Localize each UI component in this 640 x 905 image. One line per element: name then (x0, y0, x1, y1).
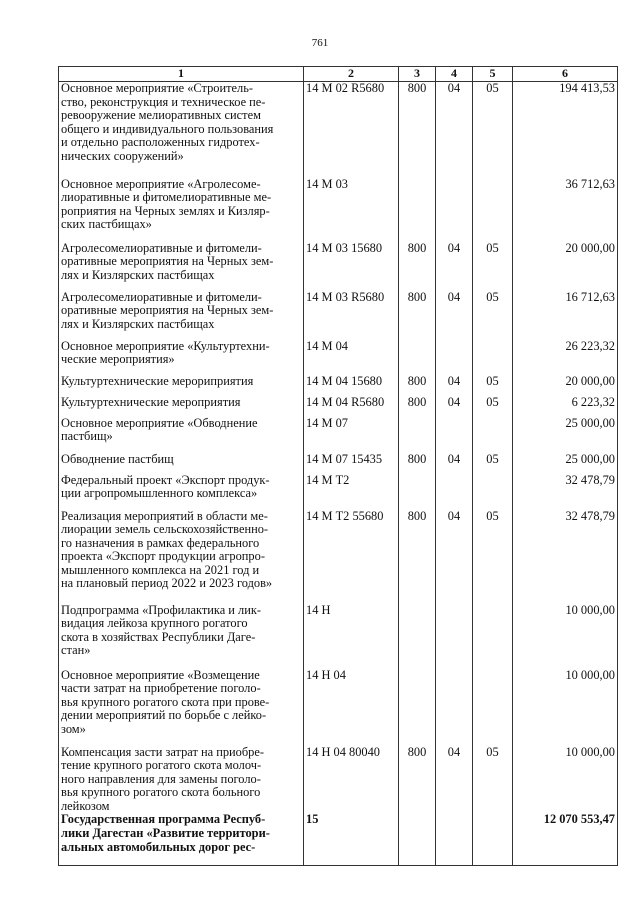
row-code-cell: 15 (304, 813, 399, 865)
row-name-cell: Основное мероприятие «Обводнение пастбищ» (59, 417, 304, 453)
table-row (59, 417, 618, 453)
row-type-cell: 800 (399, 82, 436, 178)
row-name-cell: Основное мероприятие «Возмещение части затрат на приобретение поголо- вья крупного рогатого скота при прове- дении мероприятий по борьбе с лейко- зом» (59, 669, 304, 746)
table-body (59, 82, 618, 866)
row-type-cell: 800 (399, 291, 436, 340)
row-type-cell (399, 178, 436, 242)
row-section-cell (436, 417, 473, 453)
row-subsection-cell (473, 417, 513, 453)
row-section-cell: 04 (436, 82, 473, 178)
row-name-cell: Агролесомелиоративные и фитомели- оративные мероприятия на Черных зем- лях и Кизлярских пастбищах (59, 291, 304, 340)
row-subsection-cell (473, 604, 513, 669)
table-row (59, 291, 618, 340)
row-section-cell: 04 (436, 453, 473, 474)
row-type-cell: 800 (399, 453, 436, 474)
table-row (59, 813, 618, 865)
row-amount-cell: 26 223,32 (513, 340, 618, 375)
row-type-cell (399, 604, 436, 669)
row-subsection-cell: 05 (473, 291, 513, 340)
row-code-cell: 14 М 03 15680 (304, 242, 399, 291)
row-section-cell (436, 178, 473, 242)
row-type-cell: 800 (399, 510, 436, 604)
row-code-cell: 14 М 02 R5680 (304, 82, 399, 178)
row-section-cell (436, 669, 473, 746)
row-subsection-cell (473, 813, 513, 865)
row-amount-cell: 10 000,00 (513, 746, 618, 814)
row-section-cell: 04 (436, 396, 473, 417)
row-type-cell (399, 417, 436, 453)
row-type-cell (399, 340, 436, 375)
table-row (59, 453, 618, 474)
row-name-cell: Подпрограмма «Профилактика и лик- видация лейкоза крупного рогатого скота в хозяйствах Республики Даге- стан» (59, 604, 304, 669)
row-amount-cell: 6 223,32 (513, 396, 618, 417)
row-code-cell: 14 Н 04 80040 (304, 746, 399, 814)
row-amount-cell: 32 478,79 (513, 510, 618, 604)
row-name-cell: Государственная программа Респуб- лики Дагестан «Развитие территори- альных автомобильных дорог рес- (59, 813, 304, 865)
row-subsection-cell: 05 (473, 242, 513, 291)
row-name-cell: Культуртехнические мерориприятия (59, 375, 304, 396)
row-type-cell (399, 474, 436, 510)
row-code-cell: 14 М Т2 55680 (304, 510, 399, 604)
column-header: 4 (436, 67, 473, 82)
table-row (59, 474, 618, 510)
row-type-cell: 800 (399, 746, 436, 814)
row-subsection-cell: 05 (473, 396, 513, 417)
row-subsection-cell: 05 (473, 510, 513, 604)
row-name-cell: Федеральный проект «Экспорт продук- ции агропромышленного комплекса» (59, 474, 304, 510)
row-section-cell: 04 (436, 746, 473, 814)
row-code-cell: 14 М Т2 (304, 474, 399, 510)
row-amount-cell: 194 413,53 (513, 82, 618, 178)
column-header: 1 (59, 67, 304, 82)
budget-table (58, 66, 618, 866)
row-code-cell: 14 М 07 15435 (304, 453, 399, 474)
row-amount-cell: 32 478,79 (513, 474, 618, 510)
row-name-cell: Компенсация засти затрат на приобре- тение крупного рогатого скота молоч- ного направления для замены поголо- вья крупного рогатого скота больного лейкозом (59, 746, 304, 814)
table-row (59, 746, 618, 814)
row-subsection-cell (473, 474, 513, 510)
row-section-cell: 04 (436, 242, 473, 291)
row-amount-cell: 25 000,00 (513, 417, 618, 453)
row-name-cell: Основное мероприятие «Культуртехни- ческие мероприятия» (59, 340, 304, 375)
table-header-row (59, 67, 618, 82)
table-row (59, 82, 618, 178)
row-name-cell: Реализация мероприятий в области ме- лиорации земель сельскохозяйственно- го назначения в рамках федерального проекта «Экспорт продукции агропро- мышленного комплекса на 2021 год и на плановый период 2022 и 2023 годов» (59, 510, 304, 604)
row-amount-cell: 10 000,00 (513, 604, 618, 669)
row-type-cell (399, 813, 436, 865)
row-subsection-cell: 05 (473, 453, 513, 474)
row-subsection-cell (473, 178, 513, 242)
row-code-cell: 14 М 04 (304, 340, 399, 375)
row-subsection-cell (473, 340, 513, 375)
row-amount-cell: 36 712,63 (513, 178, 618, 242)
row-name-cell: Агролесомелиоративные и фитомели- оративные мероприятия на Черных зем- лях и Кизлярских пастбищах (59, 242, 304, 291)
row-section-cell (436, 474, 473, 510)
row-amount-cell: 25 000,00 (513, 453, 618, 474)
table-row (59, 178, 618, 242)
row-amount-cell: 10 000,00 (513, 669, 618, 746)
column-header: 5 (473, 67, 513, 82)
row-amount-cell: 12 070 553,47 (513, 813, 618, 865)
row-section-cell: 04 (436, 375, 473, 396)
row-subsection-cell: 05 (473, 82, 513, 178)
table-row (59, 396, 618, 417)
row-section-cell (436, 340, 473, 375)
row-code-cell: 14 Н (304, 604, 399, 669)
row-name-cell: Культуртехнические мероприятия (59, 396, 304, 417)
row-section-cell: 04 (436, 510, 473, 604)
page-number: 761 (311, 37, 329, 49)
row-section-cell: 04 (436, 291, 473, 340)
row-amount-cell: 20 000,00 (513, 242, 618, 291)
row-subsection-cell (473, 669, 513, 746)
row-amount-cell: 16 712,63 (513, 291, 618, 340)
table-row (59, 375, 618, 396)
row-name-cell: Основное мероприятие «Строитель- ство, реконструкция и техническое пе- ревооружение мелиоративных систем общего и индивидуального пользования и отдельно расположенных гидротех- нических сооружений» (59, 82, 304, 178)
table-row (59, 242, 618, 291)
table-row (59, 604, 618, 669)
row-type-cell (399, 669, 436, 746)
row-section-cell (436, 604, 473, 669)
row-code-cell: 14 М 03 (304, 178, 399, 242)
row-type-cell: 800 (399, 375, 436, 396)
row-subsection-cell: 05 (473, 375, 513, 396)
table-row (59, 340, 618, 375)
column-header: 6 (513, 67, 618, 82)
row-amount-cell: 20 000,00 (513, 375, 618, 396)
row-name-cell: Основное мероприятие «Агролесоме- лиоративные и фитомелиоративные ме- роприятия на Черных землях и Кизляр- ских пастбищах» (59, 178, 304, 242)
row-type-cell: 800 (399, 242, 436, 291)
row-subsection-cell: 05 (473, 746, 513, 814)
row-name-cell: Обводнение пастбищ (59, 453, 304, 474)
row-code-cell: 14 М 03 R5680 (304, 291, 399, 340)
row-section-cell (436, 813, 473, 865)
row-code-cell: 14 М 04 15680 (304, 375, 399, 396)
row-code-cell: 14 Н 04 (304, 669, 399, 746)
row-type-cell: 800 (399, 396, 436, 417)
column-header: 2 (304, 67, 399, 82)
table-row (59, 510, 618, 604)
row-code-cell: 14 М 07 (304, 417, 399, 453)
row-code-cell: 14 М 04 R5680 (304, 396, 399, 417)
column-header: 3 (399, 67, 436, 82)
table-row (59, 669, 618, 746)
